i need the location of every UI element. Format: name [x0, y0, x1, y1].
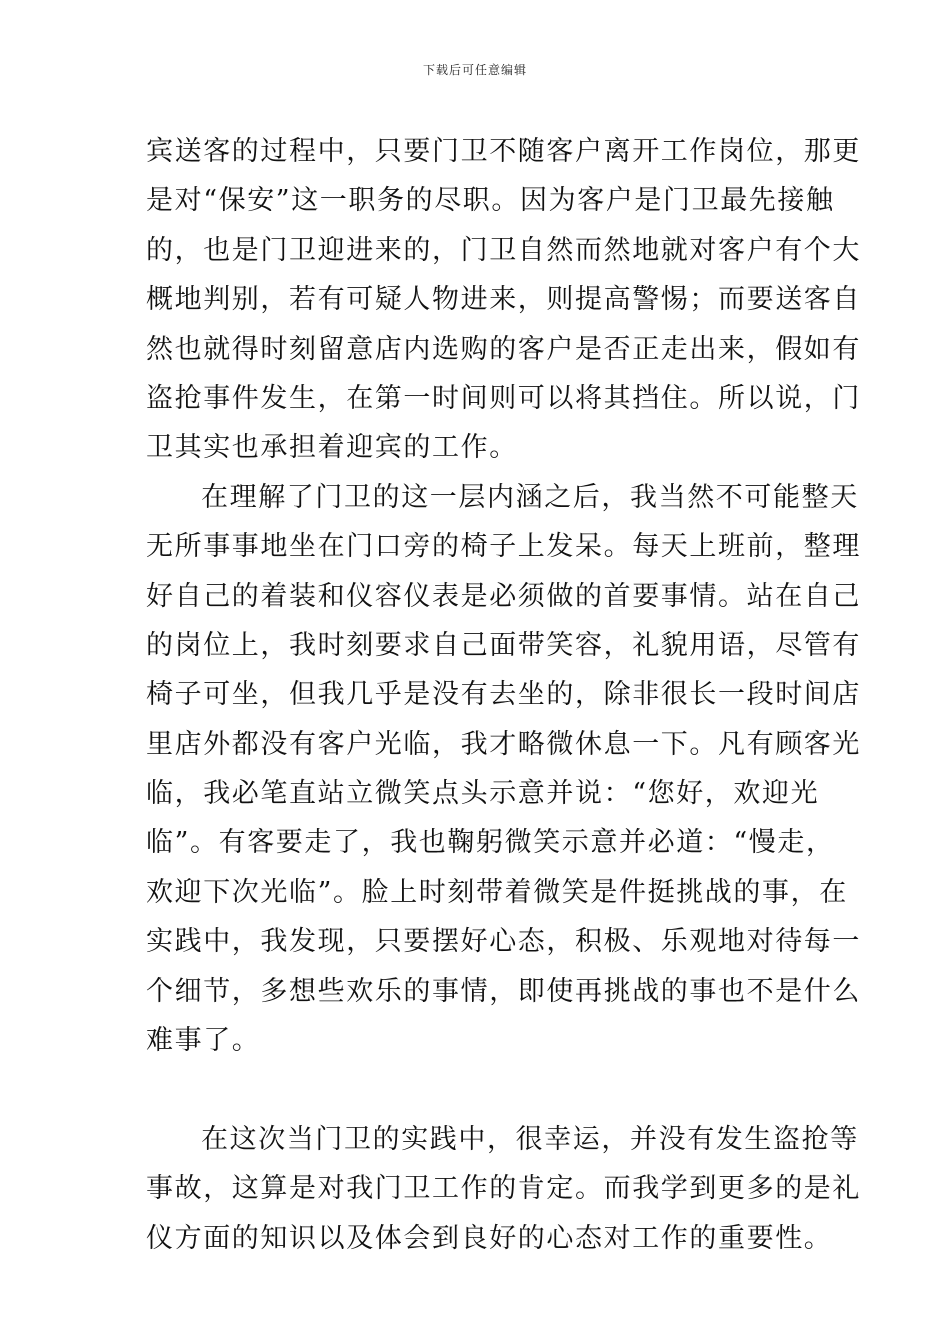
- text-line: 难事了。: [146, 1025, 261, 1057]
- text-line: 在理解了门卫的这一层内涵之后，我当然不可能整天: [201, 481, 859, 513]
- text-line: 欢迎下次光临”。脸上时刻带着微笑是件挺挑战的事，在: [146, 876, 848, 908]
- text-line: [146, 1065, 810, 1114]
- text-line: 临”。有客要走了，我也鞠躬微笑示意并必道：“慢走，: [146, 827, 835, 859]
- text-line: 仪方面的知识以及体会到良好的心态对工作的重要性。: [146, 1222, 833, 1254]
- text-line: 里店外都没有客户光临，我才略微休息一下。凡有顾客光: [146, 728, 861, 760]
- text-line: 卫其实也承担着迎宾的工作。: [146, 432, 518, 464]
- text-line: 的岗位上，我时刻要求自己面带笑容，礼貌用语，尽管有: [146, 629, 861, 661]
- document-body: [146, 127, 861, 1263]
- text-line: 是对“保安”这一职务的尽职。因为客户是门卫最先接触: [146, 185, 835, 217]
- paragraph: [146, 473, 861, 1115]
- text-line: 盗抢事件发生，在第一时间则可以将其挡住。所以说，门: [146, 382, 861, 414]
- paragraph: [146, 127, 861, 473]
- paragraph: [146, 1115, 861, 1263]
- page-header: 下载后可任意编辑: [422, 63, 527, 77]
- text-line: 无所事事地坐在门口旁的椅子上发呆。每天上班前，整理: [146, 531, 861, 563]
- text-line: 概地判别，若有可疑人物进来，则提高警惕；而要送客自: [146, 284, 861, 316]
- text-line: 在这次当门卫的实践中，很幸运，并没有发生盗抢等: [201, 1123, 859, 1155]
- text-line: 个细节，多想些欢乐的事情，即使再挑战的事也不是什么: [146, 975, 861, 1007]
- text-line: 实践中，我发现，只要摆好心态，积极、乐观地对待每一: [146, 926, 861, 958]
- text-line: 事故，这算是对我门卫工作的肯定。而我学到更多的是礼: [146, 1173, 861, 1205]
- text-line: 的，也是门卫迎进来的，门卫自然而然地就对客户有个大: [146, 234, 861, 266]
- text-line: 然也就得时刻留意店内选购的客户是否正走出来，假如有: [146, 333, 861, 365]
- text-line: 宾送客的过程中，只要门卫不随客户离开工作岗位，那更: [146, 136, 861, 167]
- text-line: 好自己的着装和仪容仪表是必须做的首要事情。站在自己: [146, 580, 861, 612]
- text-line: 临，我必笔直站立微笑点头示意并说：“您好，欢迎光: [146, 778, 820, 810]
- text-line: 椅子可坐，但我几乎是没有去坐的，除非很长一段时间店: [146, 679, 861, 711]
